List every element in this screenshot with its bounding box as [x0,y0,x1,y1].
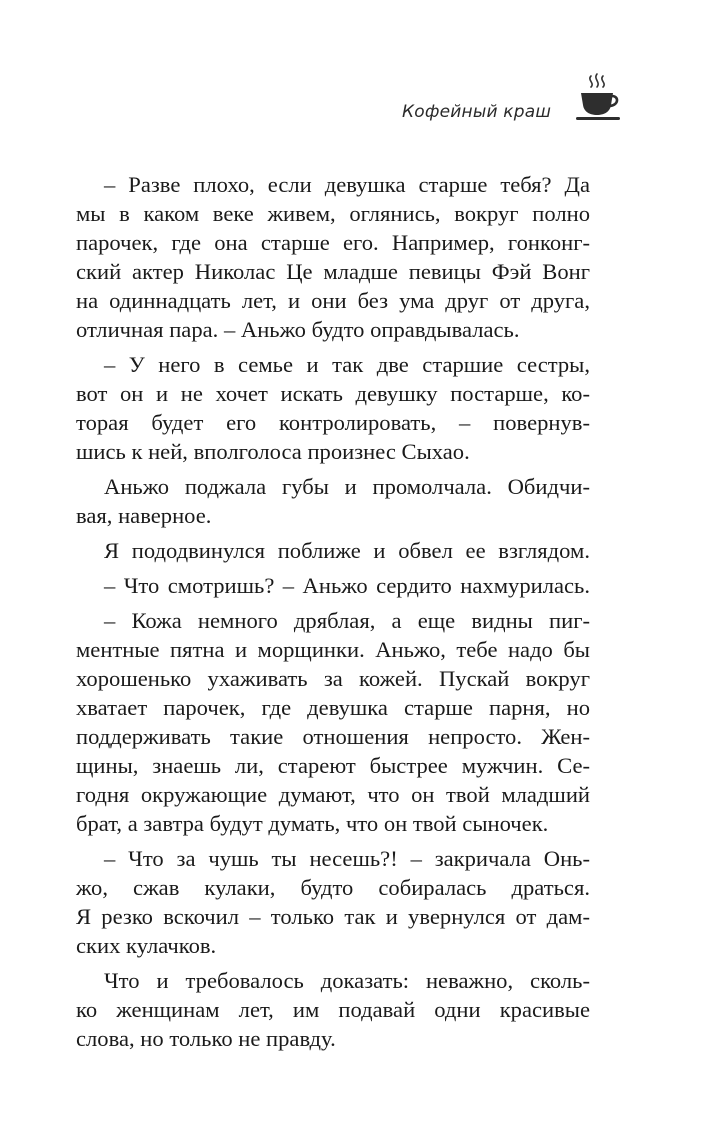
text-line: хватает парочек, где девушка старше парня, но [76,695,590,720]
text-line: ский актер Николас Це младше певицы Фэй Вонг [76,259,590,284]
text-line: Аньжо поджала губы и промолчала. Обидчи- [104,474,590,499]
text-line: на одиннадцать лет, и они без ума друг от друга, [76,288,590,313]
text-line: хорошенько ухаживать за кожей. Пускай вокруг [76,666,590,691]
text-line: годня окружающие думают, что он твой младший [76,782,590,807]
text-line: – У него в семье и так две старшие сестры, [104,352,590,377]
text-line: вот он и не хочет искать девушку постарше, ко- [76,381,590,406]
paragraph [76,472,590,530]
text-line: – Разве плохо, если девушка старше тебя? Да [104,172,590,197]
paragraph [76,844,590,960]
text-line: жо, сжав кулаки, будто собиралась драться. [76,875,590,900]
text-body [76,170,590,1059]
text-line: вая, наверное. [76,503,212,528]
running-head [380,72,630,132]
paragraph [104,536,590,565]
paragraph [76,350,590,466]
text-line: – Что за чушь ты несешь?! – закричала Онь- [104,846,590,871]
paragraph [76,170,590,344]
text-line: – Кожа немного дряблая, а еще видны пиг- [104,608,590,633]
text-line: шись к ней, вполголоса произнес Сыхао. [76,439,470,464]
text-line: отличная пара. – Аньжо будто оправдывалась. [76,317,520,342]
text-line: ко женщинам лет, им подавай одни красивые [76,997,590,1022]
text-line: брат, а завтра будут думать, что он твой сыночек. [76,811,549,836]
text-line: слова, но только не правду. [76,1026,336,1051]
text-line: парочек, где она старше его. Например, гонконг- [76,230,590,255]
text-line: поддерживать такие отношения непросто. Жен- [76,724,590,749]
text-line: ских кулачков. [76,933,217,958]
text-line: – Что смотришь? – Аньжо сердито нахмурилась. [104,573,590,598]
paragraph [76,966,590,1053]
paragraph [104,571,590,600]
text-line: Я резко вскочил – только так и увернулся от дам- [76,904,590,929]
text-line: щины, знаешь ли, стареют быстрее мужчин. Се- [76,753,590,778]
text-line: Я пододвинулся поближе и обвел ее взглядом. [104,538,590,563]
paragraph [76,606,590,838]
text-line: Что и требовалось доказать: неважно, сколь- [104,968,590,993]
text-line: мы в каком веке живем, оглянись, вокруг полно [76,201,590,226]
running-title: Кофейный краш [402,102,552,122]
text-line: ментные пятна и морщинки. Аньжо, тебе надо бы [76,637,590,662]
text-line: торая будет его контролировать, – повернув- [76,410,590,435]
coffee-cup-icon [574,72,622,124]
